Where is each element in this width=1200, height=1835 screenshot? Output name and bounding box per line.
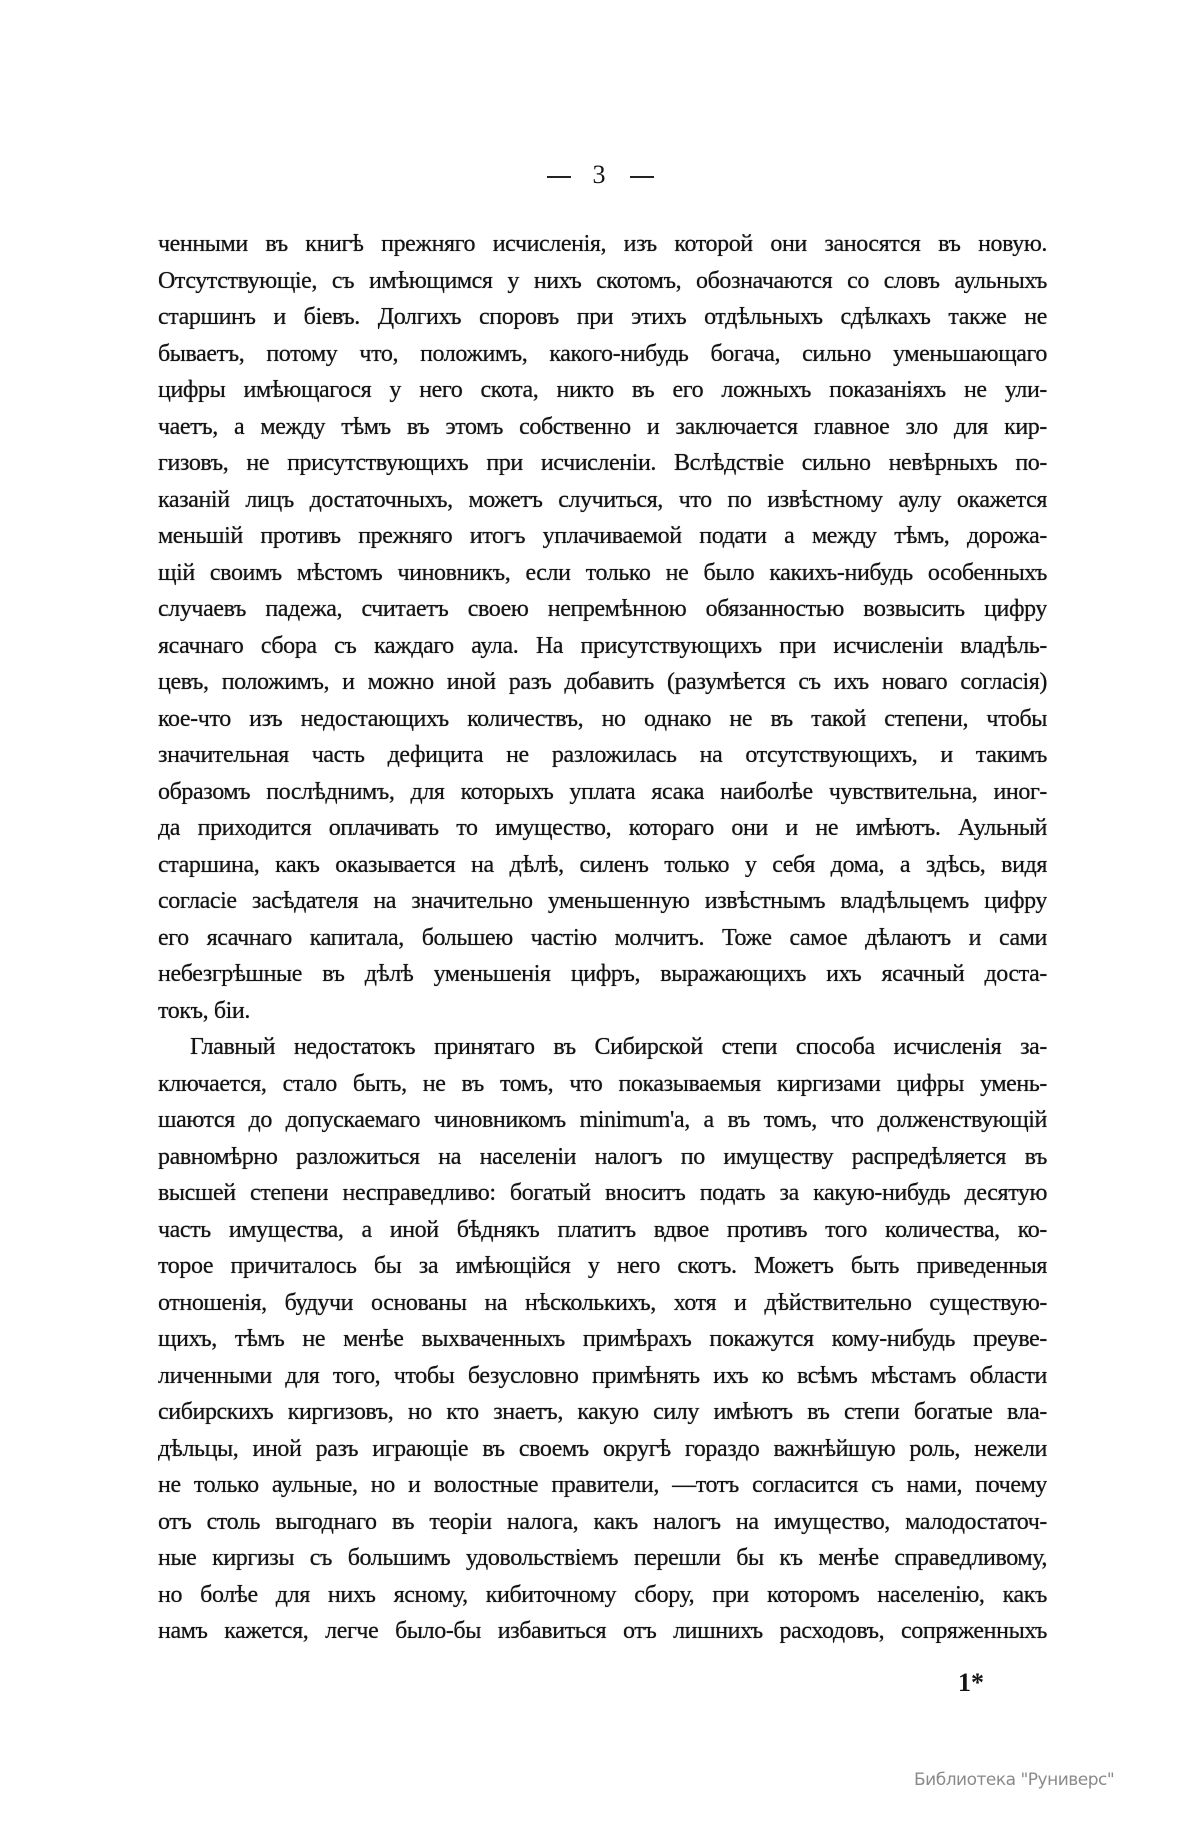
text-line: щихъ, тѣмъ не менѣе выхваченныхъ примѣрахъ покажутся кому-нибудь преуве- (158, 1326, 1047, 1352)
page-number-dash-right (630, 176, 654, 178)
text-line: ченными въ книгѣ прежняго исчисленія, изъ которой они заносятся въ новую. (158, 231, 1047, 257)
text-line: цевъ, положимъ, и можно иной разъ добавить (разумѣется съ ихъ новаго согласія) (158, 669, 1047, 695)
library-watermark: Библиотека "Руниверс" (914, 1770, 1115, 1790)
text-line: равномѣрно разложиться на населеніи налогъ по имуществу распредѣляется въ (158, 1143, 1047, 1170)
text-line: намъ кажется, легче было-бы избавиться отъ лишнихъ расходовъ, сопряженныхъ (158, 1618, 1047, 1644)
text-line: его ясачнаго капитала, большею частію молчитъ. Тоже самое дѣлаютъ и сами (158, 924, 1047, 951)
text-line: случаевъ падежа, считаетъ своею непремѣнною обязанностью возвысить цифру (158, 596, 1047, 622)
text-line: часть имущества, а иной бѣднякъ платитъ вдвое противъ того количества, ко- (158, 1216, 1047, 1243)
text-line: гизовъ, не присутствующихъ при исчисленіи. Вслѣдствіе сильно невѣрныхъ по- (158, 450, 1047, 476)
text-line: отношенія, будучи основаны на нѣсколькихъ, хотя и дѣйствительно существую- (158, 1289, 1047, 1316)
text-line: согласіе засѣдателя на значительно уменьшенную извѣстнымъ владѣльцемъ цифру (158, 888, 1047, 914)
text-line: небезгрѣшные въ дѣлѣ уменьшенія цифръ, выражающихъ ихъ ясачный доста- (158, 961, 1047, 987)
text-line: бываетъ, потому что, положимъ, какого-нибудь богача, сильно уменьшающаго (158, 340, 1047, 367)
text-line: токъ, біи. (158, 997, 250, 1024)
text-line: торое причиталось бы за имѣющійся у него скотъ. Можетъ быть приведенныя (158, 1253, 1047, 1279)
text-line: да приходится оплачивать то имущество, котораго они и не имѣютъ. Аульный (158, 815, 1047, 841)
body-text (158, 226, 1047, 1650)
text-line: личенными для того, чтобы безусловно примѣнять ихъ ко всѣмъ мѣстамъ области (158, 1362, 1047, 1389)
text-line: Отсутствующіе, съ имѣющимся у нихъ скотомъ, обозначаются со словъ аульныхъ (158, 267, 1047, 294)
page-number (0, 160, 1200, 190)
text-line: щій своимъ мѣстомъ чиновникъ, если только не было какихъ-нибудь особенныхъ (158, 559, 1047, 586)
text-line: старшина, какъ оказывается на дѣлѣ, силенъ только у себя дома, а здѣсь, видя (158, 851, 1047, 878)
text-line: но болѣе для нихъ ясному, кибиточному сбору, при которомъ населенію, какъ (158, 1581, 1047, 1608)
text-line: отъ столь выгоднаго въ теоріи налога, какъ налогъ на имущество, малодостаточ- (158, 1508, 1047, 1535)
text-line: высшей степени несправедливо: богатый вноситъ подать за какую-нибудь десятую (158, 1180, 1047, 1206)
text-line: Главный недостатокъ принятаго въ Сибирской степи способа исчисленія за- (190, 1034, 1047, 1060)
text-line: значительная часть дефицита не разложилась на отсутствующихъ, и такимъ (158, 742, 1047, 768)
page-number-value: 3 (592, 160, 608, 189)
text-line: не только аульные, но и волостные правители, —тотъ согласится съ нами, почему (158, 1472, 1047, 1498)
text-line: ключается, стало быть, не въ томъ, что показываемыя киргизами цифры умень- (158, 1070, 1047, 1097)
printer-signature-mark: 1* (958, 1668, 984, 1697)
text-line: сибирскихъ киргизовъ, но кто знаетъ, какую силу имѣютъ въ степи богатые вла- (158, 1399, 1047, 1425)
text-line: чаетъ, а между тѣмъ въ этомъ собственно и заключается главное зло для кир- (158, 413, 1047, 440)
text-line: образомъ послѣднимъ, для которыхъ уплата ясака наиболѣе чувствительна, иног- (158, 778, 1047, 805)
page-number-dash-left (547, 176, 571, 178)
text-line: меньшій противъ прежняго итогъ уплачиваемой подати а между тѣмъ, дорожа- (158, 523, 1047, 549)
text-line: цифры имѣющагося у него скота, никто въ его ложныхъ показаніяхъ не ули- (158, 377, 1047, 403)
text-line: шаются до допускаемаго чиновникомъ minimum'а, а въ томъ, что долженствующій (158, 1107, 1047, 1133)
text-line: кое-что изъ недостающихъ количествъ, но однако не въ такой степени, чтобы (158, 705, 1047, 732)
text-line: дѣльцы, иной разъ играющіе въ своемъ округѣ гораздо важнѣйшую роль, нежели (158, 1435, 1047, 1462)
text-line: ясачнаго сбора съ каждаго аула. На присутствующихъ при исчисленіи владѣль- (158, 632, 1047, 659)
text-line: ные киргизы съ большимъ удовольствіемъ перешли бы къ менѣе справедливому, (158, 1545, 1047, 1571)
text-line: старшинъ и біевъ. Долгихъ споровъ при этихъ отдѣльныхъ сдѣлкахъ также не (158, 304, 1047, 330)
text-line: казаній лицъ достаточныхъ, можетъ случиться, что по извѣстному аулу окажется (158, 486, 1047, 513)
